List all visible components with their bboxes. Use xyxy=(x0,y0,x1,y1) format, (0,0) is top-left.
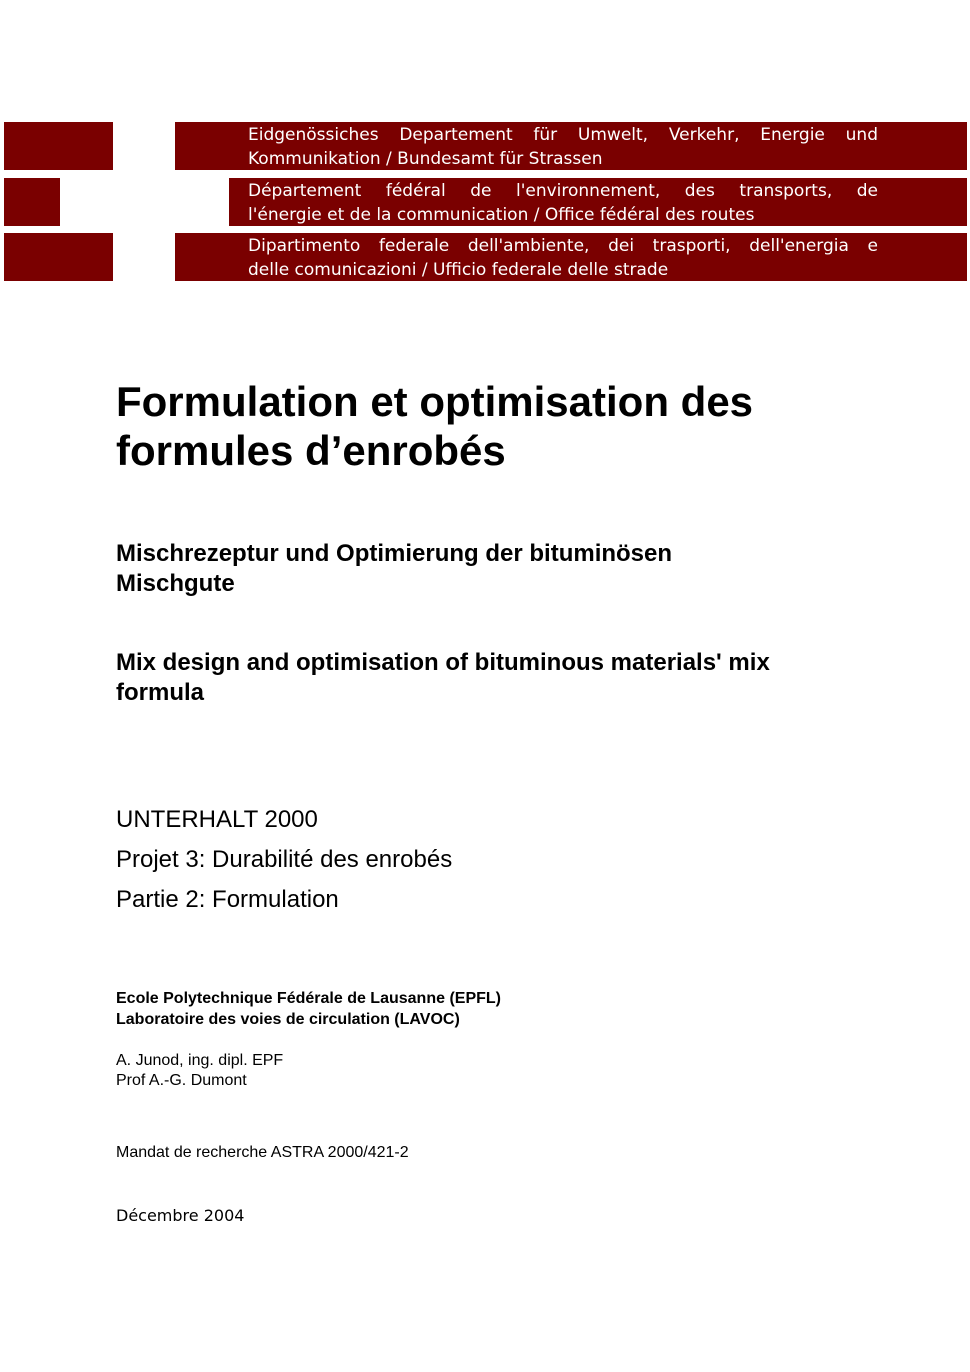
header-it-line2: delle comunicazioni / Ufficio federale delle strade xyxy=(248,260,669,280)
header-text-it xyxy=(248,234,878,282)
publication-date: Décembre 2004 xyxy=(116,1206,245,1225)
emblem-block-top xyxy=(4,122,113,170)
research-mandate: Mandat de recherche ASTRA 2000/421-2 xyxy=(116,1144,409,1161)
header-fr-line1: Département fédéral de l'environnement, des transports, de xyxy=(248,181,878,201)
document-title xyxy=(116,377,896,475)
subtitle-english xyxy=(116,648,896,708)
header-fr-line2: l'énergie et de la communication / Office fédéral des routes xyxy=(248,205,755,225)
title-line1: Formulation et optimisation des xyxy=(116,378,754,425)
subtitle-german-line1: Mischrezeptur und Optimierung der bituminösen xyxy=(116,540,673,567)
subtitle-german-line2: Mischgute xyxy=(116,570,235,597)
subtitle-english-line1: Mix design and optimisation of bituminous materials' mix xyxy=(116,649,770,676)
subtitle-german xyxy=(116,539,896,599)
institution-lab: Laboratoire des voies de circulation (LAVOC) xyxy=(116,1011,460,1028)
header-de-line1: Eidgenössiches Departement für Umwelt, Verkehr, Energie und xyxy=(248,125,878,145)
subtitle-english-line2: formula xyxy=(116,679,205,706)
title-line2: formules d’enrobés xyxy=(116,427,506,474)
header-it-line1: Dipartimento federale dell'ambiente, dei trasporti, dell'energia e xyxy=(248,236,878,256)
header-text-de xyxy=(248,123,878,171)
author-2: Prof A.-G. Dumont xyxy=(116,1072,247,1089)
header-de-line2: Kommunikation / Bundesamt für Strassen xyxy=(248,149,603,169)
part-name: Partie 2: Formulation xyxy=(116,886,339,913)
author-1: A. Junod, ing. dipl. EPF xyxy=(116,1052,284,1069)
project-name: Projet 3: Durabilité des enrobés xyxy=(116,846,453,873)
program-name: UNTERHALT 2000 xyxy=(116,806,318,833)
header-text-fr xyxy=(248,179,878,227)
institution-school: Ecole Polytechnique Fédérale de Lausanne (EPFL) xyxy=(116,990,501,1007)
emblem-block-bottom xyxy=(4,233,113,281)
emblem-block-middle xyxy=(4,178,60,226)
